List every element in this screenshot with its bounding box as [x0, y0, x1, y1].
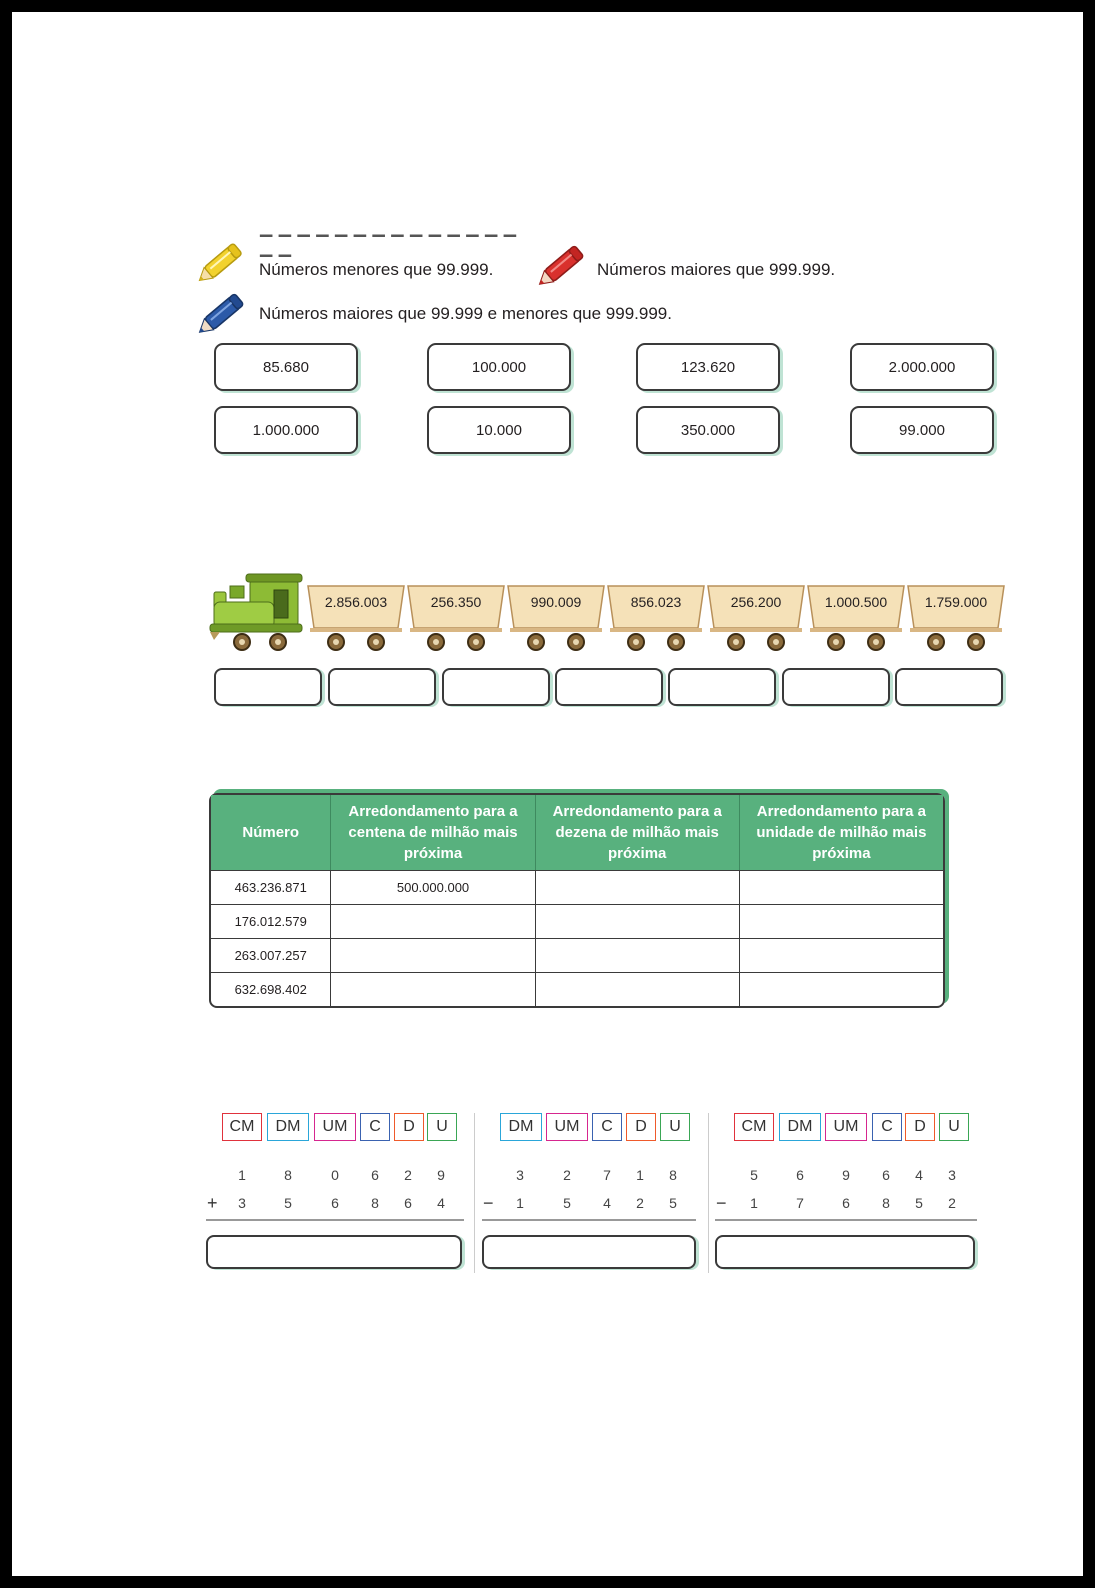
wagon-number: 2.856.003 — [324, 594, 388, 610]
header-unit-million: Arredondamento para a unidade de milhão mais próxima — [739, 795, 943, 870]
number-cell: 632.698.402 — [211, 972, 330, 1006]
cropped-instruction: ▁ ▁ ▁ ▁ ▁ ▁ ▁ ▁ ▁ ▁ ▁ ▁ ▁ ▁ ▁ ▁ — [260, 220, 518, 257]
answer-cell[interactable] — [330, 904, 534, 938]
digit: 6 — [371, 1167, 379, 1183]
minus-operator: − — [716, 1193, 727, 1213]
sum-line — [482, 1219, 696, 1221]
digit: 1 — [516, 1195, 524, 1211]
column-divider — [708, 1113, 709, 1273]
number-box[interactable]: 1.000.000 — [214, 406, 358, 454]
digit: 6 — [796, 1167, 804, 1183]
place-value-c: C — [592, 1113, 622, 1141]
number-box[interactable]: 10.000 — [427, 406, 571, 454]
place-value-d: D — [394, 1113, 424, 1141]
answer-cell[interactable] — [739, 870, 943, 904]
place-value-um: UM — [314, 1113, 356, 1141]
digit: 3 — [238, 1195, 246, 1211]
digit: 5 — [284, 1195, 292, 1211]
digit: 8 — [371, 1195, 379, 1211]
place-value-d: D — [905, 1113, 935, 1141]
red-pencil-icon — [535, 236, 593, 294]
digit: 2 — [948, 1195, 956, 1211]
sum-line — [206, 1219, 464, 1221]
table-row — [211, 938, 943, 972]
digit: 2 — [404, 1167, 412, 1183]
answer-cell[interactable] — [739, 938, 943, 972]
wagon-answer-box[interactable] — [328, 668, 436, 706]
digit: 6 — [882, 1167, 890, 1183]
header-hundred-million: Arredondamento para a centena de milhão mais próxima — [330, 795, 534, 870]
train-wagon — [906, 582, 1006, 644]
digit: 7 — [796, 1195, 804, 1211]
wagon-number: 256.350 — [430, 594, 482, 610]
wagon-answer-box[interactable] — [895, 668, 1003, 706]
column-divider — [474, 1113, 475, 1273]
digit: 5 — [669, 1195, 677, 1211]
train-wagon — [306, 582, 406, 644]
place-value-d: D — [626, 1113, 656, 1141]
legend-yellow-text: Números menores que 99.999. — [259, 260, 494, 279]
answer-cell[interactable] — [330, 972, 534, 1006]
digit: 3 — [948, 1167, 956, 1183]
digit: 1 — [750, 1195, 758, 1211]
place-value-u: U — [427, 1113, 457, 1141]
digit: 2 — [636, 1195, 644, 1211]
place-value-um: UM — [825, 1113, 867, 1141]
locomotive-icon — [210, 572, 306, 656]
number-box[interactable]: 85.680 — [214, 343, 358, 391]
answer-cell[interactable] — [330, 938, 534, 972]
digit: 9 — [437, 1167, 445, 1183]
place-value-um: UM — [546, 1113, 588, 1141]
wagon-number: 1.759.000 — [924, 594, 988, 610]
plus-operator: + — [207, 1193, 218, 1213]
answer-cell[interactable] — [535, 904, 739, 938]
result-box[interactable] — [715, 1235, 975, 1269]
answer-cell[interactable]: 500.000.000 — [330, 870, 534, 904]
result-box[interactable] — [206, 1235, 462, 1269]
table-row — [211, 870, 943, 904]
train-wagon — [506, 582, 606, 644]
worksheet-page — [12, 12, 1083, 1576]
digit: 7 — [603, 1167, 611, 1183]
number-box[interactable]: 123.620 — [636, 343, 780, 391]
number-box[interactable]: 2.000.000 — [850, 343, 994, 391]
header-ten-million: Arredondamento para a dezena de milhão mais próxima — [535, 795, 739, 870]
place-value-cm: CM — [734, 1113, 774, 1141]
place-value-cm: CM — [222, 1113, 262, 1141]
digit: 5 — [563, 1195, 571, 1211]
sum-line — [715, 1219, 977, 1221]
digit: 9 — [842, 1167, 850, 1183]
number-cell: 263.007.257 — [211, 938, 330, 972]
table-row — [211, 972, 943, 1006]
number-cell: 176.012.579 — [211, 904, 330, 938]
train-wagon — [706, 582, 806, 644]
digit: 0 — [331, 1167, 339, 1183]
digit: 1 — [238, 1167, 246, 1183]
digit: 4 — [437, 1195, 445, 1211]
train-wagon — [606, 582, 706, 644]
answer-cell[interactable] — [535, 972, 739, 1006]
blue-pencil-icon — [195, 284, 253, 342]
place-value-dm: DM — [779, 1113, 821, 1141]
wagon-answer-box[interactable] — [214, 668, 322, 706]
number-box[interactable]: 350.000 — [636, 406, 780, 454]
digit: 6 — [404, 1195, 412, 1211]
place-value-u: U — [939, 1113, 969, 1141]
digit: 5 — [750, 1167, 758, 1183]
digit: 8 — [669, 1167, 677, 1183]
digit: 1 — [636, 1167, 644, 1183]
place-value-c: C — [360, 1113, 390, 1141]
answer-cell[interactable] — [535, 870, 739, 904]
wagon-answer-box[interactable] — [442, 668, 550, 706]
digit: 3 — [516, 1167, 524, 1183]
rounding-table — [209, 793, 945, 1008]
table-row — [211, 904, 943, 938]
wagon-number: 256.200 — [730, 594, 782, 610]
answer-cell[interactable] — [535, 938, 739, 972]
digit: 6 — [331, 1195, 339, 1211]
train-wagon — [406, 582, 506, 644]
place-value-dm: DM — [267, 1113, 309, 1141]
yellow-pencil-icon — [195, 234, 251, 290]
digit: 6 — [842, 1195, 850, 1211]
number-box[interactable]: 99.000 — [850, 406, 994, 454]
digit: 8 — [284, 1167, 292, 1183]
train-wagon — [806, 582, 906, 644]
wagon-number: 990.009 — [530, 594, 582, 610]
wagon-number: 856.023 — [630, 594, 682, 610]
wagon-answer-box[interactable] — [782, 668, 890, 706]
digit: 4 — [603, 1195, 611, 1211]
result-box[interactable] — [482, 1235, 696, 1269]
wagon-answer-box[interactable] — [555, 668, 663, 706]
number-cell: 463.236.871 — [211, 870, 330, 904]
digit: 4 — [915, 1167, 923, 1183]
digit: 5 — [915, 1195, 923, 1211]
answer-cell[interactable] — [739, 904, 943, 938]
wagon-answer-box[interactable] — [668, 668, 776, 706]
legend-blue-text: Números maiores que 99.999 e menores que 999.999. — [259, 304, 672, 323]
legend-red-text: Números maiores que 999.999. — [597, 260, 836, 279]
minus-operator: − — [483, 1193, 494, 1213]
place-value-u: U — [660, 1113, 690, 1141]
header-number: Número — [211, 795, 330, 870]
place-value-dm: DM — [500, 1113, 542, 1141]
digit: 8 — [882, 1195, 890, 1211]
answer-cell[interactable] — [739, 972, 943, 1006]
wagon-number: 1.000.500 — [824, 594, 888, 610]
place-value-c: C — [872, 1113, 902, 1141]
digit: 2 — [563, 1167, 571, 1183]
number-box[interactable]: 100.000 — [427, 343, 571, 391]
